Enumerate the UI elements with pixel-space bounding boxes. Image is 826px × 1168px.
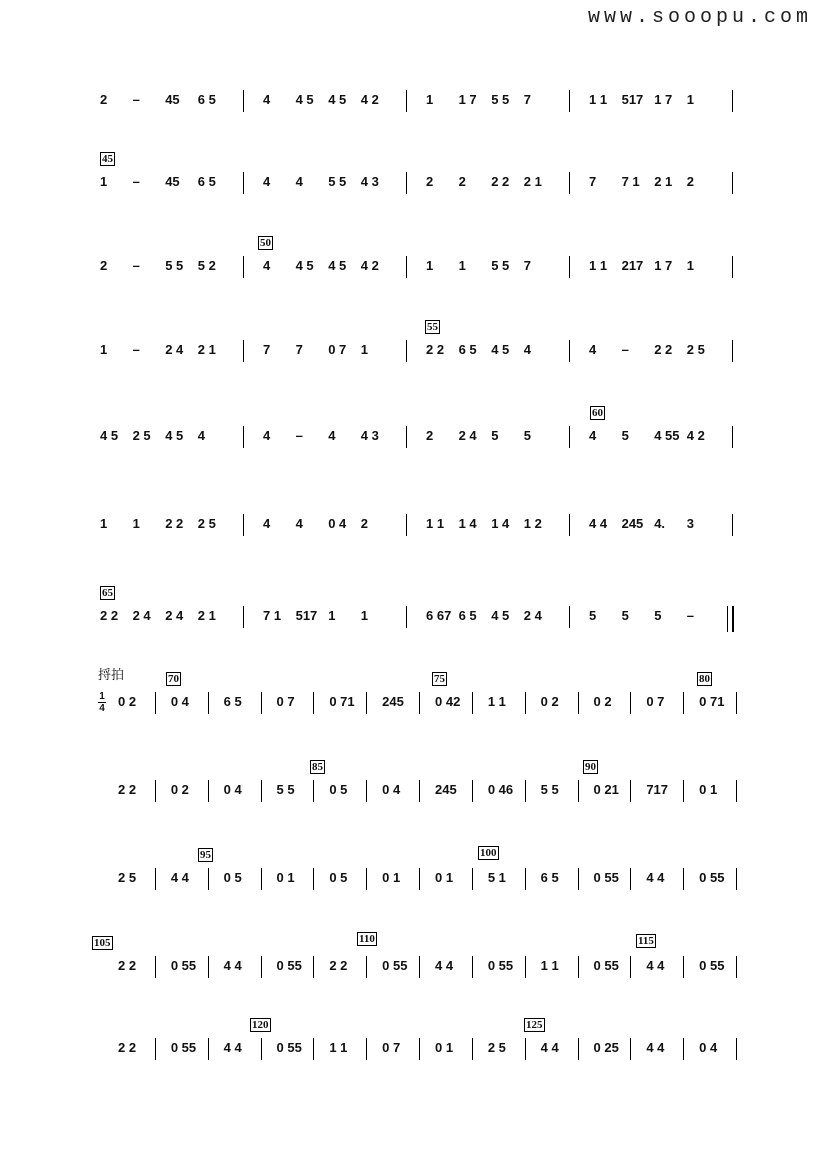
note-group: 0 1 (276, 870, 295, 885)
note-group: 5 5 (491, 92, 510, 107)
note-group: 4 (263, 174, 271, 189)
barline (525, 868, 526, 890)
barline (630, 956, 631, 978)
barline (630, 868, 631, 890)
note-group: 5 (523, 428, 532, 443)
note-group: 0 55 (276, 1040, 302, 1055)
barline (569, 172, 570, 194)
note-group: 7 (263, 342, 271, 357)
note-group: 0 5 (223, 870, 242, 885)
note-group: 1 (426, 258, 434, 273)
barline (736, 1038, 737, 1060)
note-group: 6 5 (458, 342, 477, 357)
measure-marker-50: 50 (260, 237, 271, 249)
note-group: 2 (426, 428, 434, 443)
note-group: 0 55 (699, 870, 725, 885)
barline (578, 956, 579, 978)
note-group: 2 2 (426, 342, 445, 357)
note-group: 1 (100, 516, 108, 531)
note-group: 4 (263, 516, 271, 531)
note-group: 1 (132, 516, 140, 531)
note-group: 4 (589, 428, 597, 443)
note-group: 2 2 (118, 782, 137, 797)
barline (578, 692, 579, 714)
note-group: 0 2 (170, 782, 189, 797)
note-group: 0 7 (646, 694, 665, 709)
note-group: 2 (100, 92, 108, 107)
barline (472, 868, 473, 890)
barline (313, 956, 314, 978)
note-group: 4 4 (589, 516, 608, 531)
note-group: 2 5 (118, 870, 137, 885)
note-group: 45 (165, 174, 180, 189)
barline (261, 1038, 262, 1060)
barline (243, 606, 244, 628)
note-group: 0 4 (382, 782, 401, 797)
barline (243, 256, 244, 278)
note-group: 4 (295, 174, 303, 189)
note-group: 1 (100, 174, 108, 189)
note-group: 0 55 (170, 958, 197, 973)
note-group: 4 4 (435, 958, 454, 973)
note-group: 5 (621, 428, 629, 443)
barline (406, 172, 407, 194)
barline (208, 780, 209, 802)
barline (406, 340, 407, 362)
barline (732, 172, 733, 194)
time-signature (98, 692, 106, 713)
note-group: 2 1 (654, 174, 673, 189)
note-group: 4 (197, 428, 206, 443)
note-group: 2 5 (686, 342, 705, 357)
note-group: 245 (621, 516, 644, 531)
measure-marker-80: 80 (699, 673, 710, 685)
note-group: 4 (295, 516, 303, 531)
note-group: 4 4 (223, 958, 242, 973)
barline (630, 692, 631, 714)
final-barline-inner (727, 606, 728, 632)
barline (366, 1038, 367, 1060)
note-group: 4 (263, 428, 271, 443)
note-group: 4 4 (646, 1040, 665, 1055)
barline (732, 340, 733, 362)
note-group: 4 3 (360, 174, 379, 189)
barline (366, 692, 367, 714)
note-group: 7 1 (263, 608, 282, 623)
note-group: 0 55 (170, 1040, 197, 1055)
note-group: 1 (360, 342, 369, 357)
measure-marker-70: 70 (168, 673, 179, 685)
note-group: 4 4 (170, 870, 189, 885)
score-line-2 (0, 153, 826, 224)
note-group: 2 4 (458, 428, 477, 443)
note-group: 245 (382, 694, 404, 709)
note-group: 0 5 (329, 782, 348, 797)
barline (261, 692, 262, 714)
note-group: 6 5 (223, 694, 242, 709)
note-group: 7 (523, 258, 532, 273)
measure-marker-110: 110 (359, 933, 375, 945)
barline (732, 90, 733, 112)
note-group: 0 55 (382, 958, 408, 973)
note-group: 0 71 (699, 694, 725, 709)
note-group: 517 (621, 92, 644, 107)
note-group: 7 (523, 92, 532, 107)
barline (243, 172, 244, 194)
note-group: 1 7 (654, 258, 673, 273)
note-group: 5 (621, 608, 629, 623)
barline (313, 692, 314, 714)
barline (406, 426, 407, 448)
note-group: 4 2 (360, 258, 379, 273)
note-group: 3 (686, 516, 695, 531)
section-label: 捋拍 (98, 668, 125, 683)
measure-marker-115: 115 (638, 935, 654, 947)
note-group: 2 5 (487, 1040, 506, 1055)
note-group: 517 (295, 608, 318, 623)
note-group: 6 5 (197, 174, 216, 189)
note-group: 4 5 (165, 428, 184, 443)
note-group: 4 3 (360, 428, 379, 443)
barline (732, 256, 733, 278)
barline (472, 692, 473, 714)
note-group: 6 5 (197, 92, 216, 107)
barline (313, 1038, 314, 1060)
note-group: 2 2 (654, 342, 673, 357)
note-group: – (132, 258, 140, 273)
barline (155, 780, 156, 802)
barline (366, 780, 367, 802)
barline (243, 340, 244, 362)
barline (683, 780, 684, 802)
note-group: 1 (100, 342, 108, 357)
measure-marker-95: 95 (200, 849, 211, 861)
barline (155, 692, 156, 714)
note-group: 1 2 (523, 516, 542, 531)
note-group: 1 1 (329, 1040, 348, 1055)
barline (578, 1038, 579, 1060)
note-group: 4 5 (491, 342, 510, 357)
note-group: 1 1 (589, 258, 608, 273)
barline (578, 868, 579, 890)
note-group: 0 2 (540, 694, 559, 709)
note-group: 0 7 (382, 1040, 401, 1055)
note-group: 4 (263, 258, 271, 273)
note-group: 0 7 (328, 342, 347, 357)
note-group: 2 4 (132, 608, 151, 623)
note-group: 4 5 (491, 608, 510, 623)
note-group: 0 2 (593, 694, 612, 709)
note-group: 7 (589, 174, 597, 189)
note-group: 2 5 (197, 516, 216, 531)
note-group: 4 5 (328, 258, 347, 273)
note-group: 217 (621, 258, 644, 273)
note-group: 45 (165, 92, 180, 107)
barline (261, 956, 262, 978)
note-group: 4 2 (686, 428, 705, 443)
note-group: 4 4 (223, 1040, 242, 1055)
barline (419, 692, 420, 714)
note-group: 2 (686, 174, 695, 189)
note-group: 0 55 (699, 958, 725, 973)
barline (261, 780, 262, 802)
note-group: 4 5 (295, 92, 314, 107)
note-group: 4 2 (360, 92, 379, 107)
note-group: 0 4 (223, 782, 242, 797)
score-line-12 (0, 1019, 826, 1090)
barline (366, 868, 367, 890)
barline (261, 868, 262, 890)
measure-marker-75: 75 (434, 673, 445, 685)
barline (569, 514, 570, 536)
note-group: 1 (686, 92, 695, 107)
barline (683, 1038, 684, 1060)
note-group: 1 1 (426, 516, 445, 531)
note-group: – (295, 428, 303, 443)
barline (525, 956, 526, 978)
measure-marker-100: 100 (480, 847, 497, 859)
note-group: 0 4 (699, 1040, 718, 1055)
measure-marker-85: 85 (312, 761, 323, 773)
barline (578, 780, 579, 802)
barline (155, 868, 156, 890)
note-group: 1 (458, 258, 466, 273)
note-group: 2 2 (100, 608, 119, 623)
measure-marker-55: 55 (427, 321, 438, 333)
barline (569, 256, 570, 278)
note-group: 0 71 (329, 694, 355, 709)
barline (569, 606, 570, 628)
measure-marker-120: 120 (252, 1019, 269, 1031)
note-group: 6 5 (458, 608, 477, 623)
note-group: 0 1 (435, 870, 454, 885)
note-group: 4 4 (646, 870, 665, 885)
note-group: 2 2 (329, 958, 348, 973)
final-barline (732, 606, 734, 632)
note-group: 1 1 (487, 694, 506, 709)
barline (569, 90, 570, 112)
note-group: 0 42 (435, 694, 461, 709)
note-group: 4 4 (540, 1040, 559, 1055)
score-line-1 (0, 78, 826, 142)
measure-marker-60: 60 (592, 407, 603, 419)
barline (472, 956, 473, 978)
note-group: 245 (435, 782, 457, 797)
note-group: 4 5 (295, 258, 314, 273)
barline (683, 692, 684, 714)
barline (419, 1038, 420, 1060)
note-group: 1 7 (654, 92, 673, 107)
note-group: 2 1 (197, 342, 216, 357)
note-group: 0 21 (593, 782, 619, 797)
barline (208, 692, 209, 714)
score-line-6 (0, 502, 826, 566)
barline (732, 426, 733, 448)
note-group: 2 (100, 258, 108, 273)
barline (243, 426, 244, 448)
note-group: 1 1 (540, 958, 559, 973)
note-group: 6 5 (540, 870, 559, 885)
note-group: 5 2 (197, 258, 216, 273)
note-group: 1 1 (589, 92, 608, 107)
note-group: 1 (686, 258, 695, 273)
barline (208, 868, 209, 890)
note-group: – (132, 174, 140, 189)
note-group: 0 1 (382, 870, 401, 885)
score-line-3 (0, 237, 826, 308)
barline (155, 1038, 156, 1060)
barline (736, 692, 737, 714)
barline (208, 956, 209, 978)
note-group: 0 25 (593, 1040, 619, 1055)
note-group: 0 55 (487, 958, 514, 973)
barline (313, 780, 314, 802)
note-group: 0 55 (276, 958, 302, 973)
note-group: 5 5 (276, 782, 295, 797)
note-group: 5 5 (165, 258, 184, 273)
note-group: 5 5 (491, 258, 510, 273)
note-group: 1 4 (458, 516, 477, 531)
note-group: 2 2 (165, 516, 184, 531)
note-group: – (132, 92, 140, 107)
barline (406, 90, 407, 112)
watermark: www.sooopu.com (587, 6, 812, 29)
barline (569, 426, 570, 448)
barline (525, 780, 526, 802)
barline (419, 780, 420, 802)
measure-marker-105: 105 (94, 937, 111, 949)
note-group: 5 (654, 608, 662, 623)
barline (419, 868, 420, 890)
note-group: 4 (589, 342, 597, 357)
note-group: 4 (263, 92, 271, 107)
note-group: 2 1 (523, 174, 542, 189)
note-group: 4 55 (654, 428, 680, 443)
barline (525, 1038, 526, 1060)
note-group: 5 5 (540, 782, 559, 797)
note-group: 2 2 (491, 174, 510, 189)
time-signature-bottom: 4 (99, 703, 105, 714)
barline (406, 256, 407, 278)
barline (406, 606, 407, 628)
note-group: 4 (328, 428, 336, 443)
note-group: 5 (589, 608, 597, 623)
barline (406, 514, 407, 536)
note-group: 1 7 (458, 92, 477, 107)
barline (630, 1038, 631, 1060)
barline (732, 514, 733, 536)
note-group: 2 (426, 174, 434, 189)
note-group: 5 (491, 428, 499, 443)
note-group: 0 7 (276, 694, 295, 709)
note-group: 1 (426, 92, 434, 107)
note-group: 0 55 (593, 958, 619, 973)
barline (736, 956, 737, 978)
note-group: 4 (523, 342, 532, 357)
note-group: 4. (654, 516, 666, 531)
score-line-4 (0, 321, 826, 392)
barline (208, 1038, 209, 1060)
note-group: 2 2 (118, 958, 137, 973)
note-group: 0 2 (118, 694, 137, 709)
note-group: 5 5 (328, 174, 347, 189)
note-group: – (686, 608, 695, 623)
note-group: 2 4 (523, 608, 542, 623)
barline (472, 780, 473, 802)
measure-marker-90: 90 (585, 761, 596, 773)
note-group: 7 (295, 342, 303, 357)
barline (525, 692, 526, 714)
barline (683, 956, 684, 978)
note-group: 2 4 (165, 608, 184, 623)
note-group: 0 1 (699, 782, 718, 797)
note-group: 1 (360, 608, 369, 623)
note-group: 7 1 (621, 174, 640, 189)
note-group: 0 46 (487, 782, 514, 797)
barline (630, 780, 631, 802)
note-group: 717 (646, 782, 669, 797)
note-group: 2 5 (132, 428, 151, 443)
note-group: 0 4 (170, 694, 189, 709)
barline (419, 956, 420, 978)
barline (683, 868, 684, 890)
barline (243, 514, 244, 536)
note-group: 2 (360, 516, 369, 531)
time-signature-top: 1 (99, 691, 105, 702)
note-group: 2 1 (197, 608, 216, 623)
note-group: 0 1 (435, 1040, 454, 1055)
barline (155, 956, 156, 978)
note-group: 0 55 (593, 870, 619, 885)
note-group: 4 5 (100, 428, 119, 443)
note-group: 5 1 (487, 870, 506, 885)
note-group: 0 4 (328, 516, 347, 531)
score-line-7 (0, 587, 826, 658)
measure-marker-45: 45 (102, 153, 113, 165)
note-group: 6 67 (426, 608, 452, 623)
score-line-5 (0, 407, 826, 478)
barline (366, 956, 367, 978)
note-group: 0 5 (329, 870, 348, 885)
note-group: 2 4 (165, 342, 184, 357)
barline (569, 340, 570, 362)
note-group: 2 2 (118, 1040, 137, 1055)
barline (243, 90, 244, 112)
barline (736, 780, 737, 802)
note-group: 4 5 (328, 92, 347, 107)
barline (736, 868, 737, 890)
note-group: – (621, 342, 629, 357)
note-group: 1 (328, 608, 336, 623)
measure-marker-125: 125 (526, 1019, 543, 1031)
note-group: 1 4 (491, 516, 510, 531)
note-group: 2 (458, 174, 466, 189)
note-group: – (132, 342, 140, 357)
note-group: 4 4 (646, 958, 665, 973)
barline (472, 1038, 473, 1060)
barline (313, 868, 314, 890)
measure-marker-65: 65 (102, 587, 113, 599)
